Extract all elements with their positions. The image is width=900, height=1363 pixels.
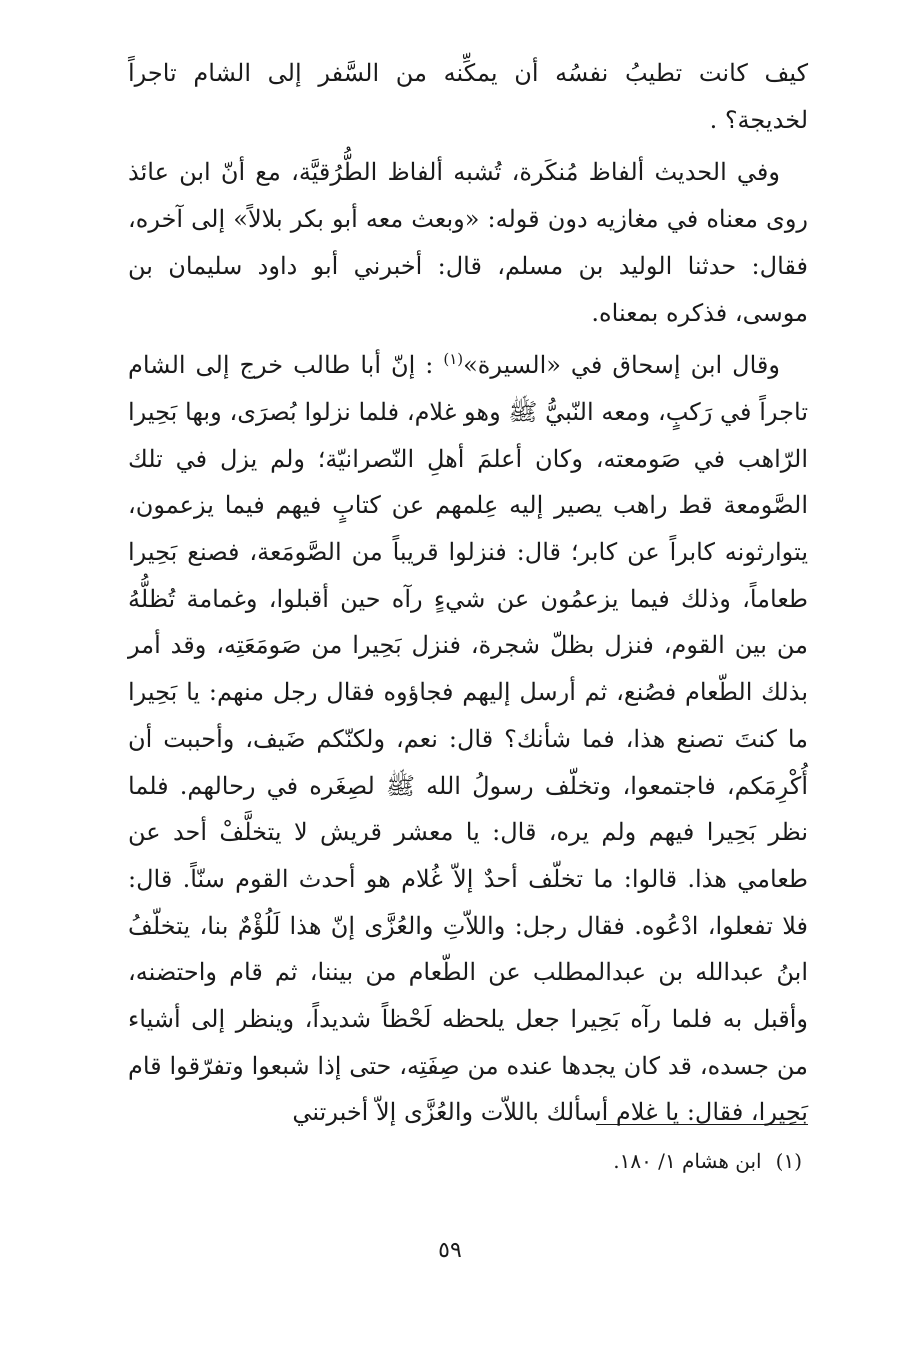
footnote	[613, 1146, 802, 1176]
main-text	[128, 50, 808, 1136]
paragraph-1: كيف كانت تطيبُ نفسُه أن يمكِّنه من السَّفر إلى الشام تاجراً لخديجة؟ .	[128, 59, 808, 134]
paragraph-3-body: : إنّ أبا طالب خرج إلى الشام تاجراً في رَكبٍ، ومعه النّبيُّ ﷺ وهو غلام، فلما نزلوا بُصرَى، وبها بَحِيرا الرّاهب في صَومعته، وكان أعلمَ أهلِ النّصرانيّة؛ ولم يزل في تلك الصَّومعة قط راهب يصير إليه عِلمهم عن كتابٍ فيهم فيما يزعمون، يتوارثونه كابراً عن كابر؛ قال: فنزلوا قريباً من الصَّومَعة، فصنع بَحِيرا طعاماً، وذلك فيما يزعمُون عن شيءٍ رآه حين أقبلوا، وغمامة تُظلُّهُ من بين القوم، فنزل بظلّ شجرة، فنزل بَحِيرا من صَومَعَتِه، وقد أمر بذلك الطّعام فصُنع، ثم أرسل إليهم فجاؤوه فقال رجل منهم: يا بَحِيرا ما كنتَ تصنع هذا، فما شأنك؟ قال: نعم، ولكنّكم ضَيف، وأحببت أن أُكْرِمَكم، فاجتمعوا، وتخلّف رسولُ الله ﷺ لصِغَره في رحالهم. فلما نظر بَحِيرا فيهم ولم يره، قال: يا معشر قريش لا يتخلَّفْ أحد عن طعامي هذا. قالوا: ما تخلّف أحدٌ إلاّ غُلام هو أحدث القوم سنّاً. قال: فلا تفعلوا، ادْعُوه. فقال رجل: واللاّتِ والعُزَّى إنّ هذا لَلُؤْمٌ بنا، يتخلّفُ ابنُ عبدالله بن عبدالمطلب عن الطّعام من بيننا، ثم قام واحتضنه، وأقبل به فلما رآه بَحِيرا جعل يلحظه لَحْظاً شديداً، وينظر إلى أشياء من جسده، قد كان يجدها عنده من صِفَتِه، حتى إذا شبعوا وتفرّقوا قام بَحِيرا، فقال: يا غلام أسألك باللاّت والعُزَّى إلاّ أخبرتني	[128, 351, 809, 1127]
paragraph-2: وفي الحديث ألفاظ مُنكَرة، تُشبه ألفاظ الطُّرُقيَّة، مع أنّ ابن عائذ روى معناه في مغازيه دون قوله: «وبعث معه أبو بكر بلالاً» إلى آخره، فقال: حدثنا الوليد بن مسلم، قال: أخبرني أبو داود سليمان بن موسى، فذكره بمعناه.	[128, 158, 809, 327]
footnote-divider	[596, 1124, 808, 1125]
footnote-reference[interactable]: (١)	[443, 350, 464, 369]
footnote-text: ابن هشام ١/ ١٨٠.	[613, 1149, 762, 1173]
paragraph-3	[128, 342, 808, 1136]
paragraph-3-opening: وقال ابن إسحاق في «السيرة»	[463, 351, 780, 380]
page-number: ٥٩	[438, 1238, 462, 1263]
footnote-number: (١)	[775, 1149, 802, 1173]
